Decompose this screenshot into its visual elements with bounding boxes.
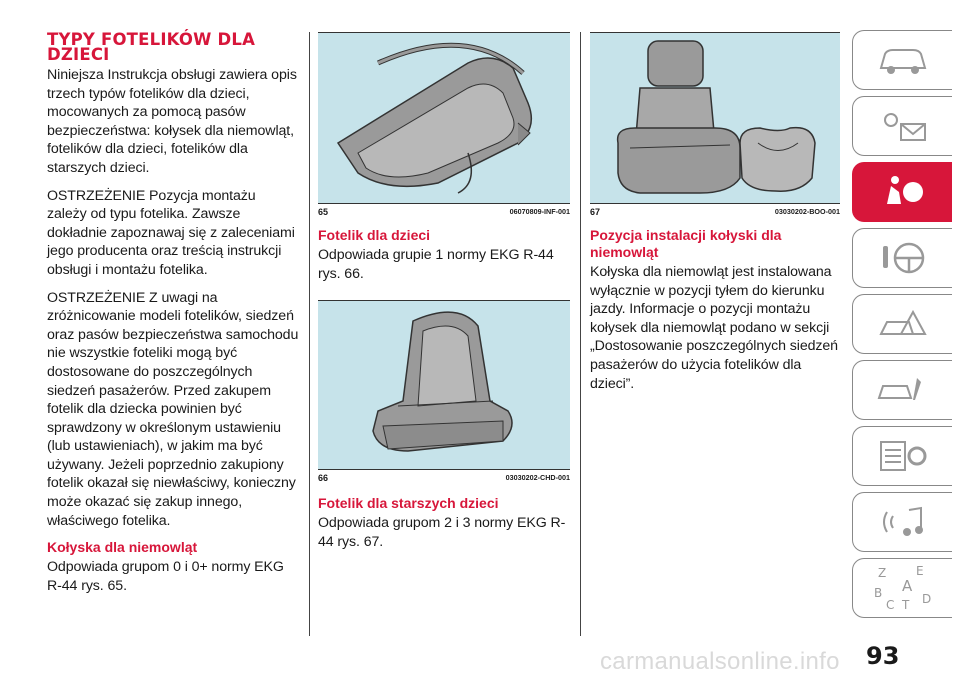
heading-install-position: Pozycja instalacji kołyski dla niemowląt <box>590 227 782 260</box>
install-position-paragraph: Kołyska dla niemowląt jest instalowana wyłącznie w pozycji tyłem do kierunku jazdy. Informacje o pozycji montażu kołysek dla niemowląt podano w sekcji „Dostosowanie poszczególnych siedzeń pasażerów do użycia fotelików dla dzieci”. <box>590 264 838 392</box>
watermark: carmanualsonline.info <box>600 648 840 675</box>
cradle-paragraph: Odpowiada grupom 0 i 0+ normy EKG R-44 rys. 65. <box>47 559 284 594</box>
figure-66-image <box>318 300 570 470</box>
index-letter: Z <box>877 566 886 580</box>
index-letter: E <box>915 564 924 578</box>
section-title: TYPY FOTELIKÓW DLA DZIECI <box>47 30 256 64</box>
emergency-icon <box>873 304 933 344</box>
index-letter: D <box>921 592 931 606</box>
airbag-safety-icon <box>873 172 933 212</box>
figure-number: 67 <box>590 207 601 217</box>
column-right <box>590 32 840 402</box>
tab-warning-lights[interactable] <box>852 96 952 156</box>
heading-child-seat: Fotelik dla dzieci <box>318 227 431 243</box>
warning-lights-icon <box>873 106 933 146</box>
tab-technical-data[interactable] <box>852 426 952 486</box>
booster-seat-illustration <box>590 33 840 203</box>
car-icon <box>873 40 933 80</box>
tab-emergency[interactable] <box>852 294 952 354</box>
figure-code: 03030202-BOO-001 <box>774 207 840 216</box>
tab-multimedia[interactable] <box>852 492 952 552</box>
column-divider <box>309 32 310 636</box>
warning-paragraph-1: OSTRZEŻENIE Pozycja montażu zależy od typu fotelika. Zawsze dokładnie zapoznawaj się z zaleceniami jego producenta oraz treścią instrukcji obsługi i montażu fotelika. <box>47 187 295 278</box>
tab-starting-driving[interactable] <box>852 228 952 288</box>
heading-cradle: Kołyska dla niemowląt <box>47 539 198 556</box>
car-service-icon <box>873 370 933 410</box>
column-middle <box>318 32 570 560</box>
figure-65 <box>318 32 570 217</box>
technical-data-icon <box>873 436 933 476</box>
index-letter: B <box>873 586 882 600</box>
child-seat-illustration <box>318 301 570 469</box>
steering-wheel-icon <box>873 238 933 278</box>
figure-67 <box>590 32 840 217</box>
column-left <box>47 32 299 604</box>
child-seat-paragraph: Odpowiada grupie 1 normy EKG R-44 rys. 66. <box>318 247 554 282</box>
intro-paragraph: Niniejsza Instrukcja obsługi zawiera opis trzech typów fotelików dla dzieci, mocowanych za pomocą pasów bezpieczeństwa: kołysek dla niemowląt, fotelików dla dzieci, fotelików dla starszych dzieci. <box>47 67 297 176</box>
index-letter: T <box>901 598 909 612</box>
heading-older-child-seat: Fotelik dla starszych dzieci <box>318 495 499 512</box>
figure-67-image <box>590 32 840 204</box>
multimedia-icon <box>873 502 933 542</box>
tab-car-overview[interactable] <box>852 30 952 90</box>
tab-safety[interactable] <box>852 162 952 222</box>
figure-code: 03030202-CHD-001 <box>505 473 570 483</box>
index-icon <box>868 563 938 613</box>
index-letter: A <box>901 577 912 595</box>
tab-service[interactable] <box>852 360 952 420</box>
column-divider <box>580 32 581 636</box>
chapter-tabs <box>852 30 952 624</box>
figure-number: 66 <box>318 473 329 484</box>
index-letter: C <box>885 598 894 612</box>
figure-code: 06070809-INF-001 <box>509 207 570 216</box>
page-number: 93 <box>866 642 900 670</box>
tab-index[interactable] <box>852 558 952 618</box>
figure-66 <box>318 300 570 483</box>
older-child-seat-paragraph: Odpowiada grupom 2 i 3 normy EKG R-44 rys. 67. <box>318 515 566 550</box>
figure-number: 65 <box>318 207 329 217</box>
figure-65-image <box>318 32 570 204</box>
infant-cradle-illustration <box>318 33 570 203</box>
warning-paragraph-2: OSTRZEŻENIE Z uwagi na zróżnicowanie modeli fotelików, siedzeń oraz pasów bezpieczeństwa samochodu nie wszystkie foteliki mogą być dostosowane do poszczególnych siedzeń pasażerów. Przed zakupem fotelik dla dziecka powinien być sprawdzony w określonym ustawieniu (lub ustawieniach), w jakim ma być używany. Jeżeli poprzednio zakupiony fotelik okazał się niewłaściwy, konieczny może okazać się zakup innego, właściwego fotelika. <box>47 289 299 529</box>
